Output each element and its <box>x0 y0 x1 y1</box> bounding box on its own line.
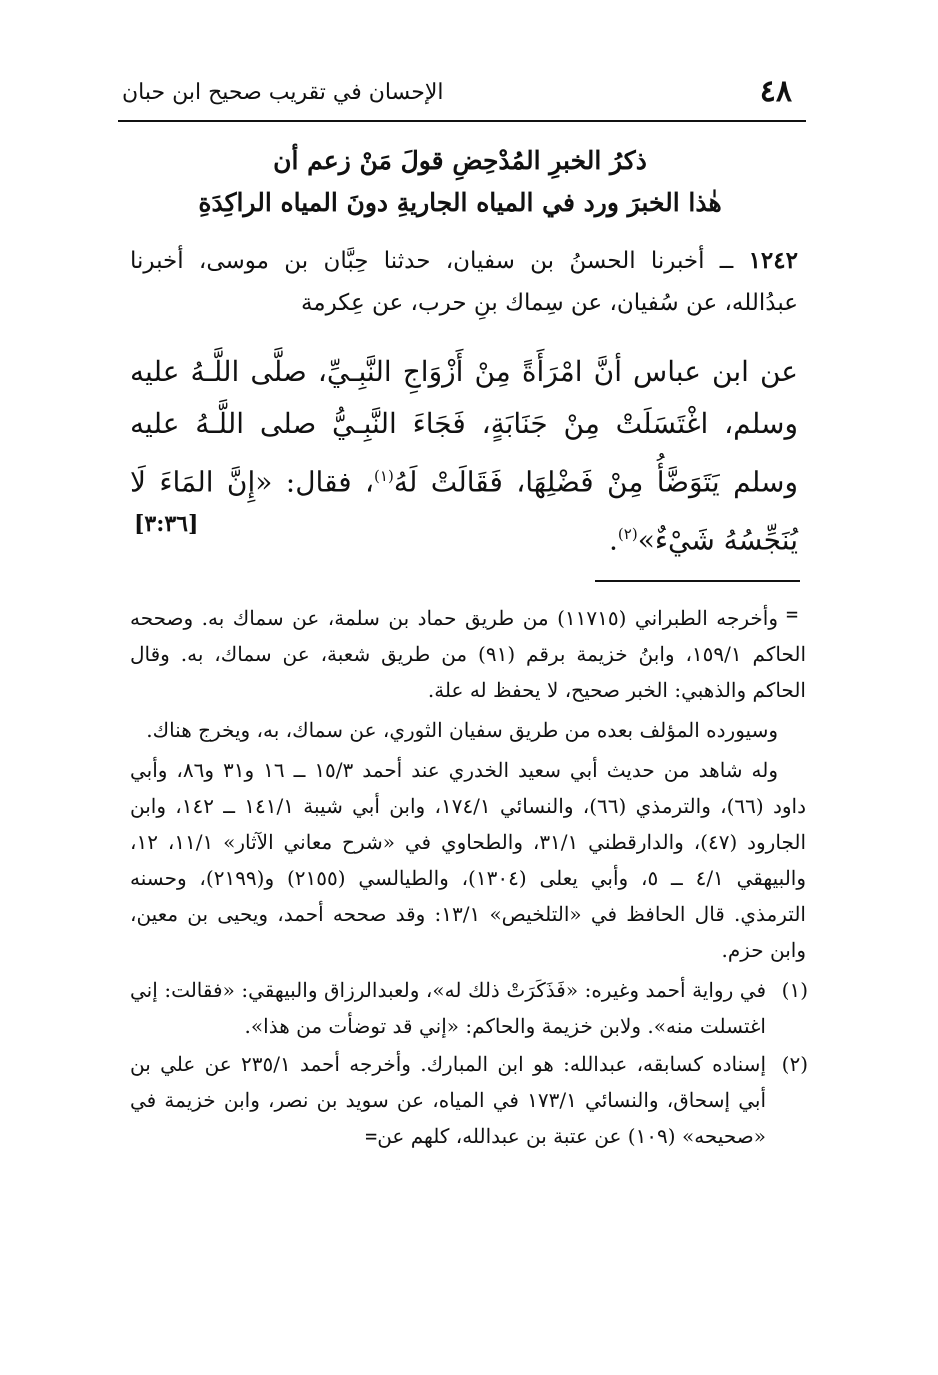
matn-text-1: عن ابن عباس أنَّ امْرَأَةً مِنْ أَزْوَاجِ النَّبِـيِّ، صلَّى اللَّـهُ عليه وسلم، اغْتَسَلَتْ مِنْ جَنَابَةٍ، فَجَاءَ النَّبِـيُّ صلى اللَّـهُ عليه وسلم يَتَوَضَّأُ مِنْ فَضْلِهَا، فَقَالَتْ لَهُ <box>130 355 798 499</box>
footnote-continuation-para: وله شاهد من حديث أبي سعيد الخدري عند أحمد ١٥/٣ ــ ١٦ و٣١ و٨٦، وأبي داود (٦٦)، والترمذي (٦٦)، والنسائي ١٧٤/١، وابن أبي شيبة ١٤١/١ ــ ١٤٢، وابن الجارود (٤٧)، والدارقطني ٣١/١، والطحاوي في «شرح معاني الآثار» ١١/١، ١٢، والبيهقي ٤/١ ــ ٥، وأبي يعلى (١٣٠٤)، والطيالسي (٢١٥٥) و(٢١٩٩)، وحسنه الترمذي. قال الحافظ في «التلخيص» ١٣/١: وقد صححه أحمد، ويحيى بن معين، وابن حزم. <box>130 758 807 962</box>
footnote-continuation-para: وسيورده المؤلف بعده من طريق سفيان الثوري، عن سماك، به، ويخرج هناك. <box>146 718 778 742</box>
footnote-continuation-para: وأخرجه الطبراني (١١٧١٥) من طريق حماد بن سلمة، عن سماك به. وصححه الحاكم ١٥٩/١، وابنُ خزيمة برقم (٩١) من طريق شعبة، عن سماك، به. وقال الحاكم والذهبي: الخبر صحيح، لا يحفظ له علة. <box>130 606 807 702</box>
footnote-label: (١) <box>781 978 808 1002</box>
footnotes <box>130 600 806 1156</box>
footnote-item <box>130 972 806 1044</box>
chapter-heading-line-1: ذكرُ الخبرِ المُدْحِضِ قولَ مَنْ زعم أن <box>273 146 647 175</box>
chapter-heading <box>130 140 790 224</box>
isnad-text: ــ أخبرنا الحسنُ بن سفيان، حدثنا حِبَّان بن موسى، أخبرنا عبدُالله، عن سُفيان، عن سِماك بنِ حرب، عن عِكرمة <box>130 248 798 316</box>
hadith-reference: [٣:٣٦] <box>134 511 199 537</box>
footnote-ref-1: (١) <box>374 467 394 485</box>
continuation-mark: = <box>785 602 798 626</box>
header-rule <box>118 120 806 122</box>
hadith-number: ١٢٤٢ <box>748 247 798 274</box>
footnote-text: إسناده كسابقه، عبدالله: هو ابن المبارك. وأخرجه أحمد ٢٣٥/١ عن علي بن أبي إسحاق، والنسائي ١٧٣/١ في المياه، عن سويد بن نصر، وابن خزيمة في «صحيحه» (١٠٩) عن عتبة بن عبدالله، كلهم عن <box>130 1052 767 1148</box>
footnote-ref-2: (٢) <box>617 525 638 544</box>
footnote-text: في رواية أحمد وغيره: «فَذَكَرَتْ ذلك له»، ولعبدالرزاق والبيهقي: «فقالت: إني اغتسلت منه». ولابن خزيمة والحاكم: «إني قد توضأت من هذا». <box>130 978 766 1038</box>
running-title: الإحسان في تقريب صحيح ابن حبان <box>122 80 444 105</box>
hadith-matn <box>130 346 798 567</box>
page-number: ٤٨ <box>759 74 792 109</box>
footnote-item <box>130 1046 806 1154</box>
footnote-label: (٢) <box>781 1052 808 1076</box>
chapter-heading-line-2: هٰذا الخبرَ ورد في المياه الجاريةِ دونَ المياه الراكِدَةِ <box>198 188 722 217</box>
matn-text-2: ، فقال: «إِنَّ المَاءَ لَا يُنَجِّسُهُ شَيْءٌ» <box>130 465 798 557</box>
continuation-end-mark: = <box>365 1124 378 1148</box>
matn-text-end: . <box>609 523 618 557</box>
hadith-isnad <box>130 240 798 324</box>
footnote-separator <box>595 580 800 582</box>
running-header <box>120 74 800 114</box>
